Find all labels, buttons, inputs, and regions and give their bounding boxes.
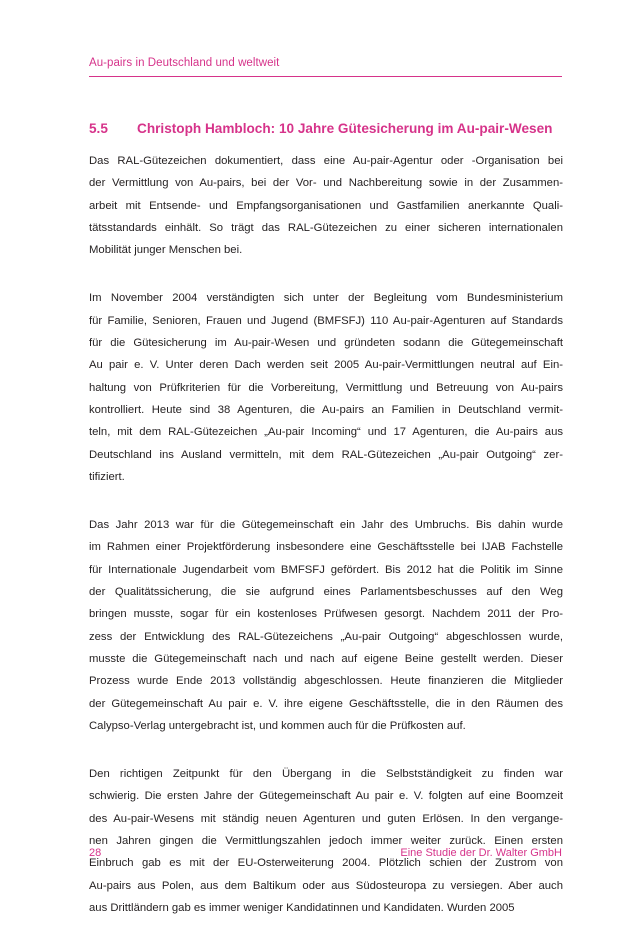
text-line: arbeit mit Entsende- und Empfangsorganisationen und Gastfamilien anerkannte Quali- — [89, 199, 563, 212]
text-line: musste die Gütegemeinschaft nach und nach auf eigene Beine gestellt werden. Dieser — [89, 652, 563, 665]
header-rule — [89, 76, 562, 77]
section-heading — [89, 121, 569, 136]
text-line: kontrolliert. Heute sind 38 Agenturen, die Au-pairs an Familien in Deutschland vermit- — [89, 403, 563, 416]
page-number: 28 — [89, 847, 102, 859]
paragraph — [89, 287, 563, 488]
text-line: Au pair e. V. Unter deren Dach werden seit 2005 Au-pair-Vermittlungen neutral auf Ein- — [89, 359, 563, 372]
text-line: tifiziert. — [89, 470, 125, 483]
text-line: Das Jahr 2013 war für die Gütegemeinschaft ein Jahr des Umbruchs. Bis dahin wurde — [89, 519, 563, 532]
text-line: Das RAL-Gütezeichen dokumentiert, dass eine Au-pair-Agentur oder -Organisation bei — [89, 155, 563, 167]
text-line: aus Drittländern gab es immer weniger Kandidatinnen und Kandidaten. Wurden 2005 — [89, 901, 515, 914]
text-line: für Familie, Senioren, Frauen und Jugend (BMFSFJ) 110 Au-pair-Agenturen auf Standards — [89, 314, 563, 327]
text-line: für die Gütesicherung im Au-pair-Wesen und gründeten sodann die Gütegemeinschaft — [89, 337, 563, 350]
text-line: Den richtigen Zeitpunkt für den Übergang in die Selbstständigkeit zu finden war — [89, 768, 563, 781]
paragraph — [89, 514, 563, 737]
text-line: Prozess wurde Ende 2013 vollständig abgeschlossen. Heute finanzieren die Mitglieder — [89, 675, 563, 688]
text-line: bringen musste, sogar für ein kostenloses Prüfwesen gesorgt. Nachdem 2011 der Pro- — [89, 608, 563, 621]
text-line: nen Jahren gingen die Vermittlungszahlen jedoch immer weiter zurück. Einen ersten — [89, 835, 563, 848]
text-line: tätsstandards einhält. So trägt das RAL-Gütezeichen zu einer sicheren internationalen — [89, 221, 563, 234]
text-line: der Gütegemeinschaft Au pair e. V. ihre eigene Geschäftsstelle, die in den Räumen des — [89, 697, 563, 710]
text-line: Im November 2004 verständigten sich unter der Begleitung vom Bundesministerium — [89, 292, 563, 305]
running-header: Au-pairs in Deutschland und weltweit — [89, 57, 280, 69]
section-number: 5.5 — [89, 121, 108, 136]
text-line: schwierig. Die ersten Jahre der Gütegemeinschaft Au pair e. V. folgten auf eine Boomzeit — [89, 790, 563, 803]
text-line: der Vermittlung von Au-pairs, bei der Vor- und Nachbereitung sowie in der Zusammen- — [89, 177, 563, 190]
paragraph — [89, 150, 563, 261]
text-line: teln, mit dem RAL-Gütezeichen „Au-pair Incoming“ und 17 Agenturen, die Au-pairs aus — [89, 426, 563, 439]
text-line: Deutschland ins Ausland vermitteln, mit dem RAL-Gütezeichen „Au-pair Outgoing“ zer- — [89, 448, 563, 461]
body-text — [89, 150, 563, 945]
text-line: Calypso-Verlag untergebracht ist, und kommen auch für die Prüfkosten auf. — [89, 719, 466, 732]
text-line: haltung von Prüfkriterien für die Vorbereitung, Vermittlung und Betreuung von Au-pairs — [89, 381, 563, 394]
text-line: zess der Entwicklung des RAL-Gütezeichens „Au-pair Outgoing“ abgeschlossen wurde, — [89, 630, 563, 643]
text-line: des Au-pair-Wesens mit ständig neuen Agenturen und guten Erlösen. In den vergange- — [89, 812, 563, 825]
footer-credit: Eine Studie der Dr. Walter GmbH — [400, 847, 562, 859]
paragraph — [89, 763, 563, 919]
section-title: Christoph Hambloch: 10 Jahre Gütesicherung im Au-pair-Wesen — [137, 121, 553, 136]
text-line: Einbruch gab es mit der EU-Osterweiterung 2004. Plötzlich schien der Zustrom von — [89, 857, 563, 870]
text-line: der Qualitätssicherung, die sie aufgrund eines Parlamentsbeschusses auf den Weg — [89, 586, 563, 599]
text-line: im Rahmen einer Projektförderung insbesondere eine Geschäftsstelle bei IJAB Fachstelle — [89, 541, 563, 554]
text-line: für Internationale Jugendarbeit vom BMFSFJ gefördert. Bis 2012 hat die Politik im Sinne — [89, 563, 563, 576]
text-line: Mobilität junger Menschen bei. — [89, 244, 243, 257]
text-line: Au-pairs aus Polen, aus dem Baltikum oder aus Südosteuropa zu versiegen. Aber auch — [89, 879, 563, 892]
